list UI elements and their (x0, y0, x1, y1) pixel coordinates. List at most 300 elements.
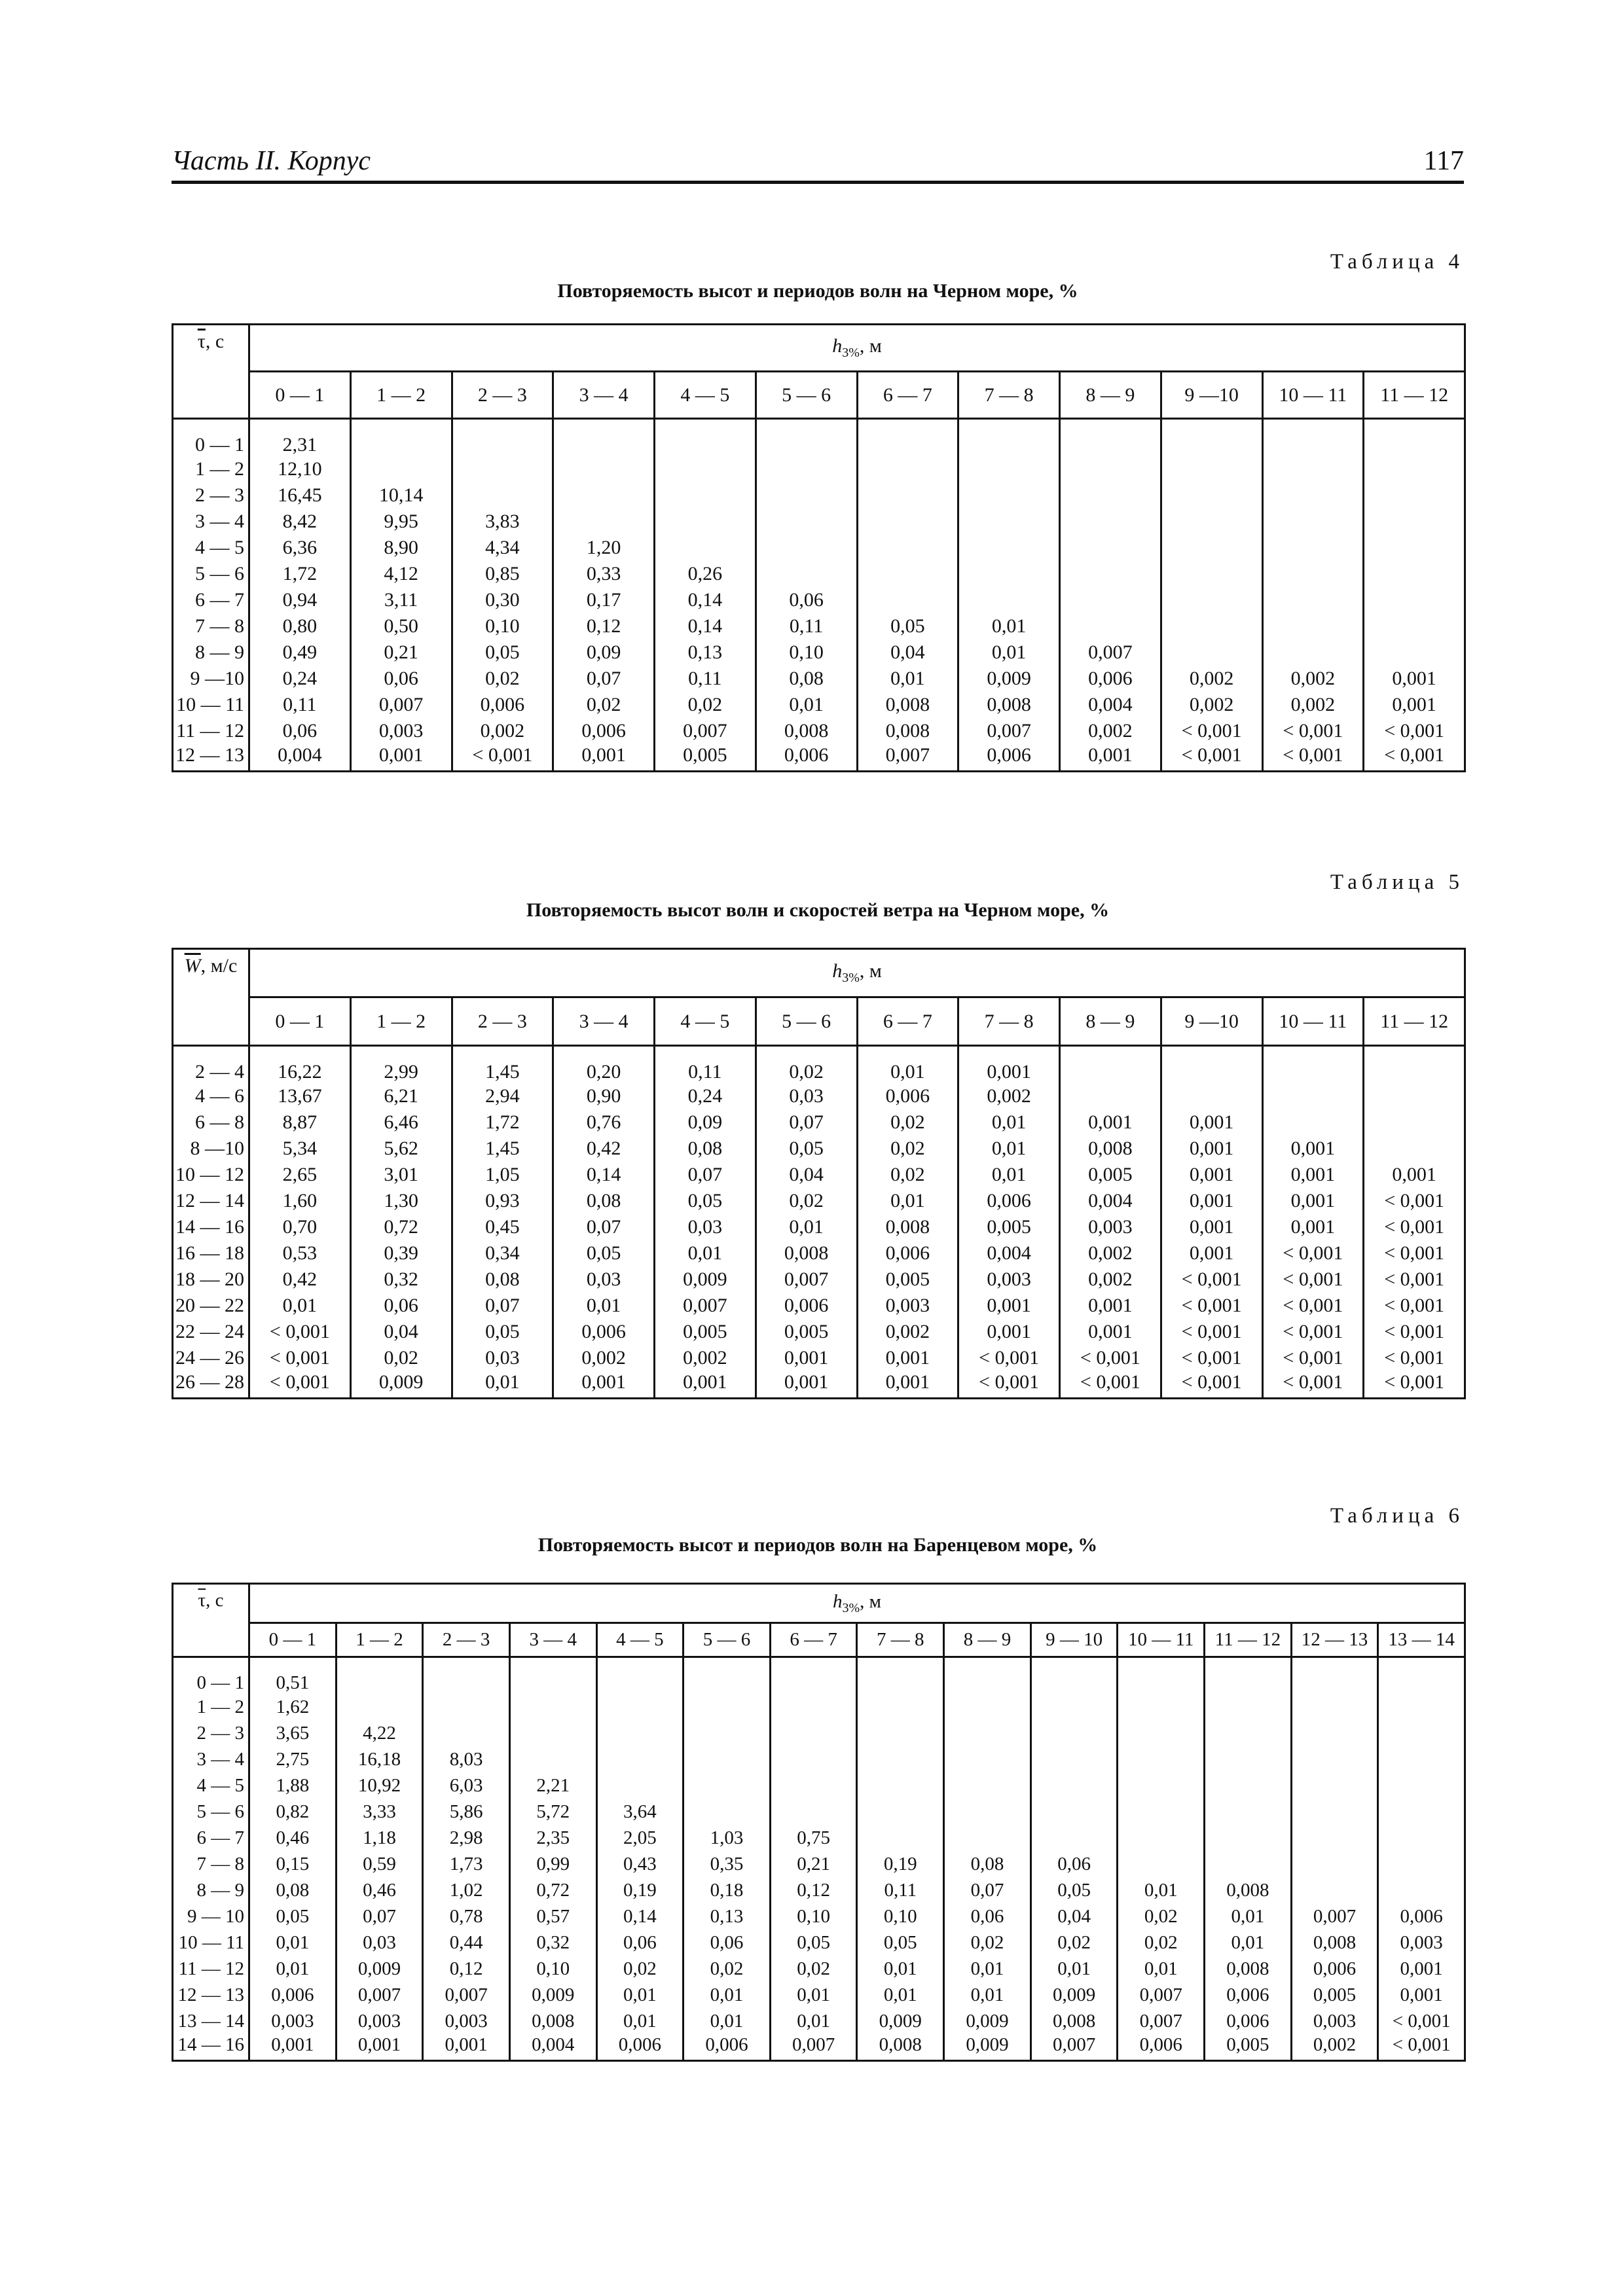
table-cell: 0,75 (770, 1825, 857, 1851)
table-cell: 0,01 (684, 2008, 771, 2034)
table-cell (857, 1720, 944, 1746)
table5-label: Таблица 5 (1330, 870, 1464, 894)
table-cell: 0,001 (1161, 1214, 1262, 1240)
table-cell: 0,53 (249, 1240, 351, 1266)
table-cell: < 0,001 (1364, 718, 1465, 744)
table-cell (684, 1694, 771, 1720)
table4-column-header: 8 — 9 (1060, 372, 1161, 419)
table-cell: 1,45 (452, 1046, 553, 1084)
table-cell (1030, 1746, 1118, 1772)
table-cell (1364, 1046, 1465, 1084)
table-cell: 0,80 (249, 613, 351, 639)
table-cell: 0,007 (1118, 1982, 1205, 2008)
table-cell (350, 419, 452, 457)
table-cell: 5,34 (249, 1136, 351, 1162)
table-cell: 0,32 (509, 1929, 596, 1956)
table-cell: 0,006 (553, 718, 655, 744)
table-cell: 0,17 (553, 587, 655, 613)
table4-column-header: 4 — 5 (655, 372, 756, 419)
row-label: 6 — 8 (173, 1109, 249, 1136)
table-cell: 0,001 (857, 1371, 958, 1399)
table-cell: 0,002 (1060, 1240, 1161, 1266)
table-row (173, 1903, 1465, 1929)
table-cell (1118, 1772, 1205, 1799)
table-cell (1118, 1799, 1205, 1825)
table-cell: < 0,001 (249, 1319, 351, 1345)
table-cell (1364, 639, 1465, 666)
table-cell: 0,01 (944, 1956, 1031, 1982)
table-row (173, 1799, 1465, 1825)
table-cell: 0,14 (596, 1903, 684, 1929)
table-cell: < 0,001 (1364, 1293, 1465, 1319)
table-cell (944, 1799, 1031, 1825)
table-cell: 0,02 (1118, 1929, 1205, 1956)
table-cell (944, 1772, 1031, 1799)
table6-column-header: 8 — 9 (944, 1623, 1031, 1657)
table4-column-header: 10 — 11 (1262, 372, 1364, 419)
table-cell: 0,35 (684, 1851, 771, 1877)
table-cell: < 0,001 (1262, 1345, 1364, 1371)
table-cell: 0,01 (857, 1188, 958, 1214)
table-cell: 0,007 (958, 718, 1060, 744)
table-cell (1378, 1799, 1465, 1825)
table-cell (857, 1825, 944, 1851)
table-cell: 0,005 (655, 744, 756, 772)
table-cell: 0,001 (1060, 1109, 1161, 1136)
table-cell: 0,008 (958, 692, 1060, 718)
row-label: 12 — 13 (173, 744, 249, 772)
table-cell: 0,02 (452, 666, 553, 692)
table-cell: 0,007 (655, 718, 756, 744)
table-cell: 1,73 (423, 1851, 510, 1877)
table-cell (944, 1657, 1031, 1695)
table-cell (1205, 1694, 1292, 1720)
table-row (173, 692, 1465, 718)
table-cell (1030, 1799, 1118, 1825)
table-cell: < 0,001 (1262, 1371, 1364, 1399)
table-cell: 0,01 (1030, 1956, 1118, 1982)
table5-title: Повторяемость высот волн и скоростей ветра на Черном море, % (526, 899, 1110, 921)
table-cell (452, 482, 553, 509)
table-cell: 0,70 (249, 1214, 351, 1240)
table-cell (596, 1694, 684, 1720)
table-cell (509, 1694, 596, 1720)
table-cell: 0,006 (958, 744, 1060, 772)
table-row (173, 1825, 1465, 1851)
table-cell (857, 1657, 944, 1695)
table-cell: 0,004 (958, 1240, 1060, 1266)
table-cell: 0,01 (596, 2008, 684, 2034)
table-cell: 0,11 (249, 692, 351, 718)
table-cell: 0,001 (553, 744, 655, 772)
table-cell: 0,01 (249, 1956, 337, 1982)
table5-column-header: 5 — 6 (756, 997, 857, 1046)
table-cell: 0,007 (655, 1293, 756, 1319)
table-cell: 0,006 (1291, 1956, 1378, 1982)
table-cell (1060, 613, 1161, 639)
row-label: 9 —10 (173, 666, 249, 692)
table-cell: 0,05 (857, 613, 958, 639)
table-cell: 1,02 (423, 1877, 510, 1903)
table-cell: 0,004 (1060, 692, 1161, 718)
row-label: 20 — 22 (173, 1293, 249, 1319)
table-cell: 0,08 (756, 666, 857, 692)
table-cell: < 0,001 (1364, 744, 1465, 772)
table-cell: < 0,001 (1262, 744, 1364, 772)
table-cell: 0,008 (1030, 2008, 1118, 2034)
table-cell: 0,008 (857, 718, 958, 744)
table-cell: 0,007 (336, 1982, 423, 2008)
table-cell: 0,01 (770, 2008, 857, 2034)
table6-column-header: 2 — 3 (423, 1623, 510, 1657)
table-cell: < 0,001 (1161, 1293, 1262, 1319)
table-cell (1060, 1083, 1161, 1109)
table4-column-header: 6 — 7 (857, 372, 958, 419)
table-cell: 16,18 (336, 1746, 423, 1772)
table-cell: 0,04 (857, 639, 958, 666)
table-cell (1161, 1083, 1262, 1109)
table-cell: 0,002 (1291, 2034, 1378, 2061)
table-cell: 0,30 (452, 587, 553, 613)
table-cell: 0,19 (857, 1851, 944, 1877)
table-row (173, 1345, 1465, 1371)
table-cell: 10,14 (350, 482, 452, 509)
table-cell: 0,001 (1060, 1319, 1161, 1345)
table-cell: 0,06 (944, 1903, 1031, 1929)
table-cell: 0,001 (1378, 1982, 1465, 2008)
table-cell (423, 1694, 510, 1720)
table5-column-header: 8 — 9 (1060, 997, 1161, 1046)
table-row (173, 561, 1465, 587)
table4-column-header: 3 — 4 (553, 372, 655, 419)
table-cell: 0,001 (1161, 1136, 1262, 1162)
running-title: Часть II. Корпус (172, 146, 371, 176)
table-cell: 0,007 (1118, 2008, 1205, 2034)
table-cell (1364, 587, 1465, 613)
table-cell: 0,24 (249, 666, 351, 692)
table-cell (1030, 1657, 1118, 1695)
table-cell: 0,20 (553, 1046, 655, 1084)
table-cell: 6,03 (423, 1772, 510, 1799)
table6-column-header: 6 — 7 (770, 1623, 857, 1657)
table-cell: 0,02 (684, 1956, 771, 1982)
table-cell (684, 1772, 771, 1799)
table-row (173, 1214, 1465, 1240)
table-cell (1060, 587, 1161, 613)
table-cell (944, 1825, 1031, 1851)
table-cell (857, 1694, 944, 1720)
table-row (173, 535, 1465, 561)
table-cell: 13,67 (249, 1083, 351, 1109)
table-cell: 0,39 (350, 1240, 452, 1266)
table-cell: 0,003 (249, 2008, 337, 2034)
table-cell (770, 1694, 857, 1720)
table-cell: 0,002 (1060, 718, 1161, 744)
table-cell: 0,01 (1205, 1903, 1292, 1929)
table-cell: < 0,001 (1161, 1371, 1262, 1399)
table4-column-header: 5 — 6 (756, 372, 857, 419)
table-cell: 0,01 (249, 1293, 351, 1319)
table-cell: 0,51 (249, 1657, 337, 1695)
table-row (173, 639, 1465, 666)
table-cell: 0,008 (509, 2008, 596, 2034)
row-label: 2 — 4 (173, 1046, 249, 1084)
row-label: 4 — 5 (173, 1772, 249, 1799)
table-cell: 0,10 (857, 1903, 944, 1929)
table-cell: 0,008 (756, 1240, 857, 1266)
table-cell (1378, 1851, 1465, 1877)
row-label: 9 — 10 (173, 1903, 249, 1929)
row-label: 12 — 13 (173, 1982, 249, 2008)
table-cell: 5,72 (509, 1799, 596, 1825)
table-cell: 0,003 (1060, 1214, 1161, 1240)
table-cell: 0,009 (944, 2008, 1031, 2034)
table-row (173, 1136, 1465, 1162)
table-cell (958, 509, 1060, 535)
table-cell: 0,02 (770, 1956, 857, 1982)
table-cell: 0,45 (452, 1214, 553, 1240)
table-cell: 0,006 (1205, 2008, 1292, 2034)
table-row (173, 1162, 1465, 1188)
table-cell: 3,64 (596, 1799, 684, 1825)
table-cell: 0,11 (756, 613, 857, 639)
table-cell: 0,21 (350, 639, 452, 666)
table-cell: 0,008 (857, 1214, 958, 1240)
table-cell: 0,001 (249, 2034, 337, 2061)
table-cell (1205, 1799, 1292, 1825)
table-row (173, 1657, 1465, 1695)
table-cell: 0,006 (857, 1083, 958, 1109)
table-cell: 0,001 (1364, 1162, 1465, 1188)
table-cell: 0,007 (350, 692, 452, 718)
table-cell (944, 1694, 1031, 1720)
table-cell: 0,94 (249, 587, 351, 613)
table-cell: 0,001 (1262, 1188, 1364, 1214)
table-cell (509, 1657, 596, 1695)
table-cell (756, 419, 857, 457)
table-cell (553, 456, 655, 482)
table-row (173, 1188, 1465, 1214)
table-cell: 0,009 (509, 1982, 596, 2008)
table-cell (1060, 419, 1161, 457)
table-row (173, 1956, 1465, 1982)
table-cell (1378, 1877, 1465, 1903)
table-cell (756, 456, 857, 482)
table-cell (756, 509, 857, 535)
table-cell: 0,001 (756, 1371, 857, 1399)
table-cell: 0,07 (756, 1109, 857, 1136)
table-cell: 0,01 (958, 1109, 1060, 1136)
table-cell (596, 1720, 684, 1746)
table-cell (553, 419, 655, 457)
table-cell: 8,87 (249, 1109, 351, 1136)
row-label: 5 — 6 (173, 561, 249, 587)
table-cell: < 0,001 (1364, 1188, 1465, 1214)
row-label: 2 — 3 (173, 482, 249, 509)
table-cell (770, 1720, 857, 1746)
table-cell (1262, 419, 1364, 457)
row-label: 16 — 18 (173, 1240, 249, 1266)
table-cell: < 0,001 (1378, 2008, 1465, 2034)
table-cell: 0,05 (857, 1929, 944, 1956)
table6-column-header: 7 — 8 (857, 1623, 944, 1657)
table-cell: 0,007 (1060, 639, 1161, 666)
table-cell: 0,008 (857, 2034, 944, 2061)
table4-height-header: $h_{3\%}$, м (249, 325, 1465, 372)
table-cell: 0,001 (857, 1345, 958, 1371)
table-cell: 0,009 (857, 2008, 944, 2034)
table-row (173, 1109, 1465, 1136)
table-cell: 0,14 (655, 613, 756, 639)
table-cell: 0,001 (1161, 1240, 1262, 1266)
table-cell: 0,008 (857, 692, 958, 718)
table-cell: 0,01 (452, 1371, 553, 1399)
table-cell (857, 456, 958, 482)
table-cell: 3,11 (350, 587, 452, 613)
table-cell: 5,86 (423, 1799, 510, 1825)
table-cell (857, 1772, 944, 1799)
table-cell (1118, 1825, 1205, 1851)
table-cell (1060, 456, 1161, 482)
table-cell (1378, 1694, 1465, 1720)
table-cell: 0,10 (452, 613, 553, 639)
table-cell (684, 1746, 771, 1772)
table-cell: 0,001 (1262, 1214, 1364, 1240)
table-cell: 0,07 (655, 1162, 756, 1188)
table-cell: 0,001 (1161, 1188, 1262, 1214)
table5 (172, 948, 1466, 1399)
table-cell (655, 456, 756, 482)
table-cell (1205, 1720, 1292, 1746)
table-cell: < 0,001 (1161, 718, 1262, 744)
row-label: 7 — 8 (173, 1851, 249, 1877)
table-cell: 0,01 (857, 1046, 958, 1084)
table5-column-header: 3 — 4 (553, 997, 655, 1046)
table-cell: < 0,001 (1364, 1345, 1465, 1371)
table6-label: Таблица 6 (1330, 1504, 1464, 1528)
table-cell (958, 482, 1060, 509)
table-cell (1291, 1746, 1378, 1772)
table5-column-header: 10 — 11 (1262, 997, 1364, 1046)
table-cell (684, 1657, 771, 1695)
table-cell: 0,32 (350, 1266, 452, 1293)
table-cell: 0,08 (249, 1877, 337, 1903)
table-cell (1118, 1851, 1205, 1877)
table-cell: 0,08 (655, 1136, 756, 1162)
table-cell (958, 456, 1060, 482)
table-row (173, 744, 1465, 772)
row-label: 2 — 3 (173, 1720, 249, 1746)
table-cell: 1,72 (249, 561, 351, 587)
table-cell: 0,09 (655, 1109, 756, 1136)
table-cell: 0,006 (756, 744, 857, 772)
table-cell: < 0,001 (1364, 1214, 1465, 1240)
table-cell (1161, 1046, 1262, 1084)
row-label: 4 — 6 (173, 1083, 249, 1109)
table-cell: 0,09 (553, 639, 655, 666)
table-cell: 3,83 (452, 509, 553, 535)
table-row (173, 1746, 1465, 1772)
table-cell: 2,99 (350, 1046, 452, 1084)
table-cell (1378, 1825, 1465, 1851)
table-cell: 16,22 (249, 1046, 351, 1084)
table-cell (756, 535, 857, 561)
row-label: 0 — 1 (173, 419, 249, 457)
table-cell: 0,006 (684, 2034, 771, 2061)
row-label: 13 — 14 (173, 2008, 249, 2034)
table4-label: Таблица 4 (1330, 250, 1464, 274)
table-cell: 0,08 (553, 1188, 655, 1214)
table-cell: 0,72 (350, 1214, 452, 1240)
table-cell (336, 1657, 423, 1695)
table-cell: 0,01 (655, 1240, 756, 1266)
table-cell (1378, 1746, 1465, 1772)
table-cell (1118, 1657, 1205, 1695)
table-cell: 0,006 (553, 1319, 655, 1345)
row-label: 14 — 16 (173, 1214, 249, 1240)
table-cell: 4,12 (350, 561, 452, 587)
table-cell: < 0,001 (1262, 1240, 1364, 1266)
table-cell: 0,006 (857, 1240, 958, 1266)
table-cell (958, 535, 1060, 561)
table-row (173, 1293, 1465, 1319)
table-cell (1364, 613, 1465, 639)
table-cell: 2,94 (452, 1083, 553, 1109)
row-label: 8 —10 (173, 1136, 249, 1162)
table-cell (350, 456, 452, 482)
table-cell: 1,18 (336, 1825, 423, 1851)
row-label: 0 — 1 (173, 1657, 249, 1695)
table-cell: 0,12 (423, 1956, 510, 1982)
table-cell: 2,31 (249, 419, 351, 457)
table-cell: 0,93 (452, 1188, 553, 1214)
table-cell (452, 456, 553, 482)
table-cell: 0,003 (1378, 1929, 1465, 1956)
table-cell: 0,03 (553, 1266, 655, 1293)
table-cell: < 0,001 (1161, 1319, 1262, 1345)
table-cell (655, 482, 756, 509)
table-cell (1291, 1851, 1378, 1877)
table-cell: 0,05 (553, 1240, 655, 1266)
table-cell: 0,001 (958, 1046, 1060, 1084)
table-cell (452, 419, 553, 457)
table-cell: 0,006 (452, 692, 553, 718)
table-cell: 6,21 (350, 1083, 452, 1109)
table-cell: 0,01 (944, 1982, 1031, 2008)
table-cell: 0,02 (1118, 1903, 1205, 1929)
table-cell: < 0,001 (249, 1371, 351, 1399)
table-cell: 0,006 (249, 1982, 337, 2008)
table-cell: 0,003 (336, 2008, 423, 2034)
table6-column-header: 1 — 2 (336, 1623, 423, 1657)
table-cell: < 0,001 (958, 1345, 1060, 1371)
table-cell (1205, 1851, 1292, 1877)
table6-column-header: 9 — 10 (1030, 1623, 1118, 1657)
table-cell: 6,36 (249, 535, 351, 561)
table-cell (1161, 587, 1262, 613)
row-label: 11 — 12 (173, 718, 249, 744)
table-cell: 0,006 (1378, 1903, 1465, 1929)
table-cell: 0,82 (249, 1799, 337, 1825)
table-cell: 0,14 (553, 1162, 655, 1188)
row-label: 22 — 24 (173, 1319, 249, 1345)
table-cell (1262, 1083, 1364, 1109)
table-cell: 0,001 (1060, 1293, 1161, 1319)
table-cell (1291, 1772, 1378, 1799)
table-cell (770, 1772, 857, 1799)
table-cell (1161, 561, 1262, 587)
table6-column-header: 3 — 4 (509, 1623, 596, 1657)
